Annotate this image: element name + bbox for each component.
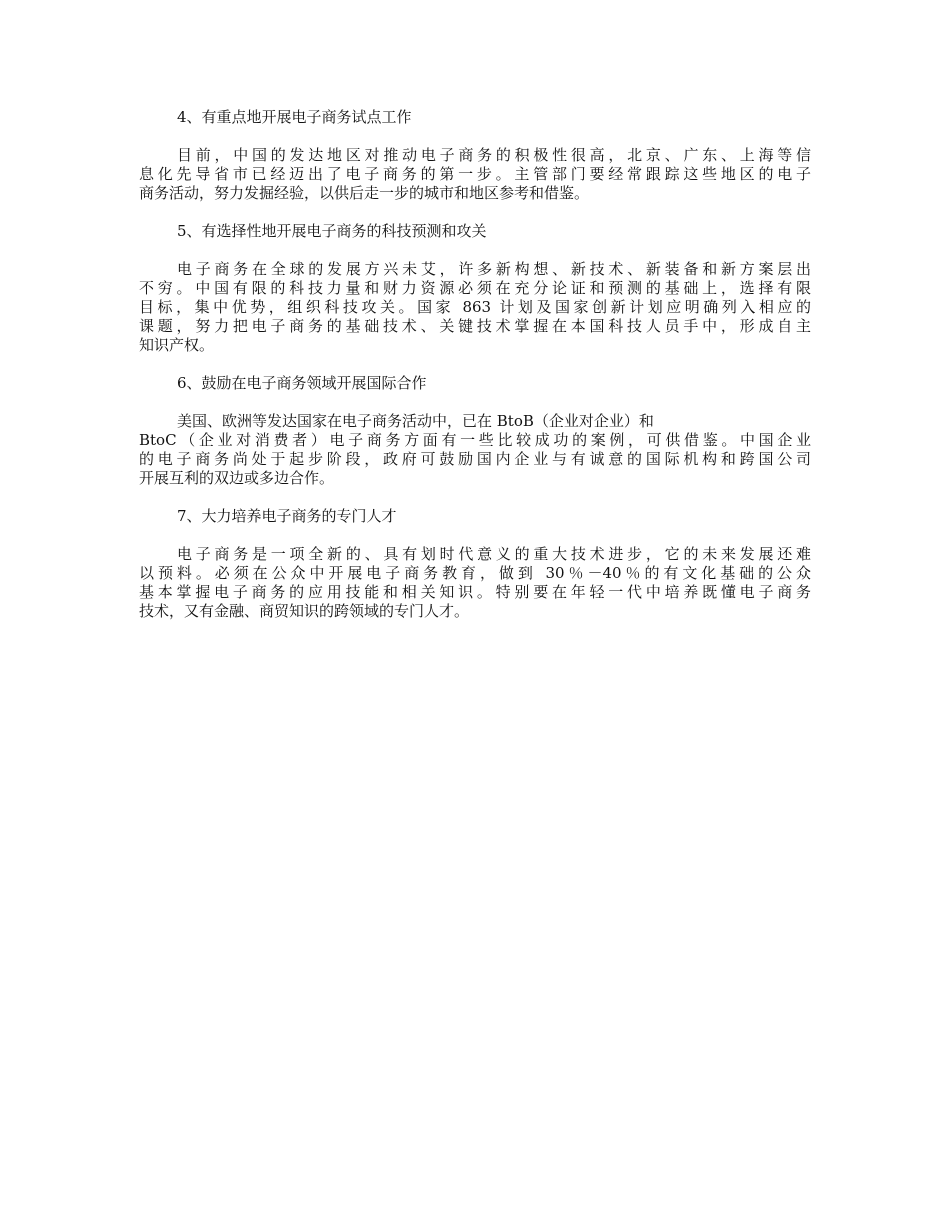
paragraph-line: 知识产权。 [139, 336, 215, 354]
paragraph-line: 开展互利的双边或多边合作。 [139, 469, 335, 487]
paragraph-line: 电子商务在全球的发展方兴未艾，许多新构想、新技术、新装备和新方案层出 [177, 260, 811, 278]
section-4 [139, 108, 811, 222]
paragraph-line: 电子商务是一项全新的、具有划时代意义的重大技术进步，它的未来发展还难 [177, 545, 811, 563]
paragraph-line: 息化先导省市已经迈出了电子商务的第一步。主管部门要经常跟踪这些地区的电子 [139, 165, 811, 183]
paragraph-line: 商务活动，努力发掘经验，以供后走一步的城市和地区参考和借鉴。 [139, 184, 590, 202]
paragraph-line: 技术，又有金融、商贸知识的跨领域的专门人才。 [139, 602, 470, 620]
paragraph-line: 基本掌握电子商务的应用技能和相关知识。特别要在年轻一代中培养既懂电子商务 [139, 583, 811, 601]
paragraph-line: 课题，努力把电子商务的基础技术、关键技术掌握在本国科技人员手中，形成自主 [139, 317, 811, 335]
section-heading: 6、鼓励在电子商务领域开展国际合作 [177, 374, 427, 392]
section-6 [139, 374, 811, 507]
paragraph-line: 目标，集中优势，组织科技攻关。国家 863 计划及国家创新计划应明确列入相应的 [139, 298, 811, 316]
paragraph-line: 不穷。中国有限的科技力量和财力资源必须在充分论证和预测的基础上，选择有限 [139, 279, 811, 297]
section-7 [139, 507, 811, 621]
section-5 [139, 222, 811, 374]
paragraph-line: 美国、欧洲等发达国家在电子商务活动中，已在 BtoB（企业对企业）和 [177, 412, 654, 430]
document-page [139, 108, 811, 621]
paragraph-line: 的电子商务尚处于起步阶段，政府可鼓励国内企业与有诚意的国际机构和跨国公司 [139, 450, 811, 468]
section-heading: 4、有重点地开展电子商务试点工作 [177, 108, 412, 126]
paragraph-line: BtoC（企业对消费者）电子商务方面有一些比较成功的案例，可供借鉴。中国企业 [139, 431, 811, 449]
section-heading: 5、有选择性地开展电子商务的科技预测和攻关 [177, 222, 487, 240]
paragraph-line: 以预料。必须在公众中开展电子商务教育，做到 30％－40％的有文化基础的公众 [139, 564, 811, 582]
section-heading: 7、大力培养电子商务的专门人才 [177, 507, 397, 525]
paragraph-line: 目前，中国的发达地区对推动电子商务的积极性很高，北京、广东、上海等信 [177, 146, 811, 164]
